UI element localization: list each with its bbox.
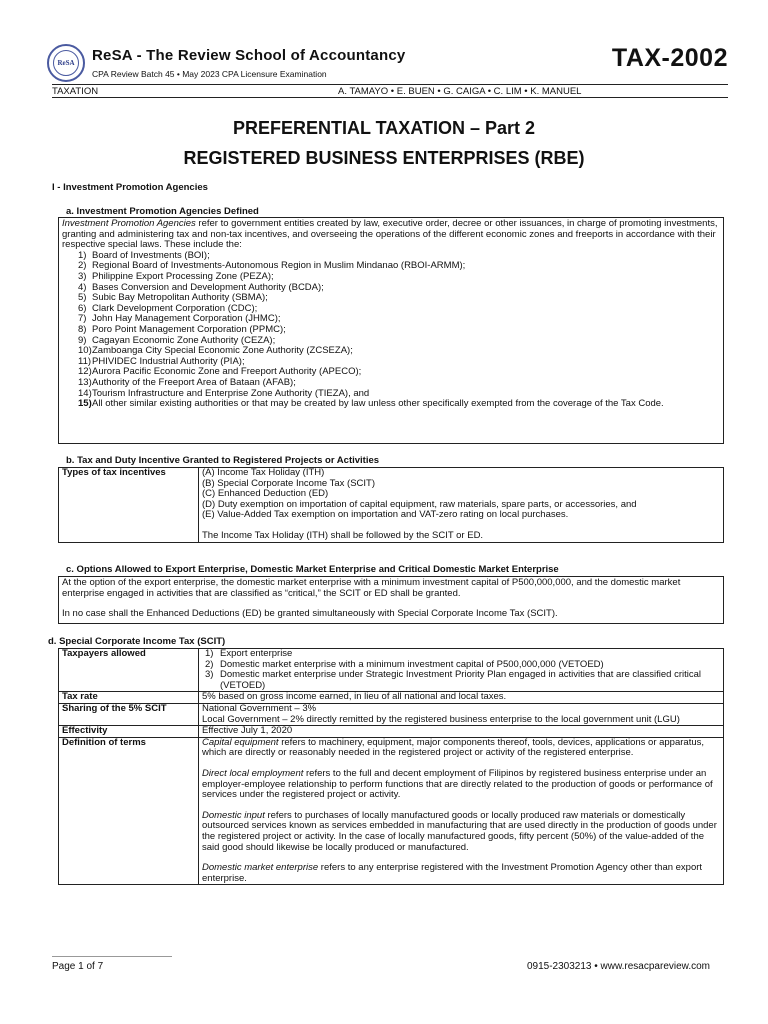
contact-info: 0915-2303213 • www.resacpareview.com bbox=[526, 961, 710, 972]
list-number: 10) bbox=[78, 345, 92, 357]
list-number: 11) bbox=[78, 355, 92, 367]
list-text: Domestic market enterprise with a minimum investment capital of P500,000,000 (VETOED) bbox=[220, 658, 604, 670]
list-number: 3) bbox=[205, 669, 214, 681]
definition-domestic-market-enterprise bbox=[202, 863, 720, 884]
header-rule-top bbox=[52, 84, 728, 85]
definition-text: refers to the full and decent employment of Filipinos by registered business enterprise under an employer-employee relationship to perform functions that are directly related to the production of goods or performance of services under the registered project or activity. bbox=[202, 767, 713, 801]
subject-label: TAXATION bbox=[52, 86, 99, 97]
authors-line: A. TAMAYO • E. BUEN • G. CAIGA • C. LIM • K. MANUEL bbox=[338, 86, 582, 97]
section-i-heading: I - Investment Promotion Agencies bbox=[52, 182, 208, 193]
scit-table bbox=[58, 648, 724, 885]
section-d-heading: d. Special Corporate Income Tax (SCIT) bbox=[48, 636, 226, 647]
list-item bbox=[62, 399, 720, 410]
definition-capital-equipment bbox=[202, 738, 720, 759]
agencies-intro bbox=[62, 219, 720, 251]
list-item: (C) Enhanced Deduction (ED) bbox=[202, 488, 329, 500]
incentive-note: The Income Tax Holiday (ITH) shall be followed by the SCIT or ED. bbox=[202, 529, 484, 541]
incentive-items bbox=[202, 468, 720, 521]
incentives-table bbox=[58, 467, 724, 543]
list-text: PHIVIDEC Industrial Authority (PIA); bbox=[92, 355, 245, 367]
section-b-heading: b. Tax and Duty Incentive Granted to Registered Projects or Activities bbox=[66, 455, 380, 466]
list-number: 9) bbox=[78, 334, 87, 346]
list-text: Domestic market enterprise under Strategic Investment Priority Plan engaged in activities that are classified critical (VETOED) bbox=[220, 669, 702, 691]
incentives-label: Types of tax incentives bbox=[59, 468, 199, 543]
list-text: Bases Conversion and Development Authority (BCDA); bbox=[92, 281, 324, 293]
definition-text: refers to purchases of locally manufactured goods or locally produced raw materials or domestically outsourced services known as services embedded in manufacturing that are used directly in the production of goods under the registered project or activity. In the case of locally manufactured goods, fifty percent (50%) of the value-added of the said good should likewise be locally produced or manufactured. bbox=[202, 809, 717, 853]
taxpayers-label: Taxpayers allowed bbox=[59, 649, 199, 692]
term: Domestic input bbox=[202, 809, 265, 821]
tax-rate-value: 5% based on gross income earned, in lieu of all national and local taxes. bbox=[199, 692, 724, 704]
footer-rule bbox=[52, 956, 172, 957]
options-box bbox=[58, 576, 724, 624]
list-item bbox=[202, 670, 720, 691]
incentives-cell bbox=[199, 468, 724, 543]
tax-rate-label: Tax rate bbox=[59, 692, 199, 704]
definitions-cell bbox=[199, 737, 724, 885]
sharing-label: Sharing of the 5% SCIT bbox=[59, 703, 199, 725]
list-number: 3) bbox=[78, 270, 87, 282]
header-rule-bottom bbox=[52, 97, 728, 98]
resa-logo bbox=[47, 44, 85, 82]
logo-text: ReSA bbox=[53, 50, 79, 76]
list-text: Cagayan Economic Zone Authority (CEZA); bbox=[92, 334, 276, 346]
list-number: 1) bbox=[205, 648, 214, 659]
table-row bbox=[59, 703, 724, 725]
list-item: (D) Duty exemption on importation of capital equipment, raw materials, spare parts, or accessories, and bbox=[202, 498, 637, 510]
section-c-heading: c. Options Allowed to Export Enterprise, Domestic Market Enterprise and Critical Domestic Market Enterprise bbox=[66, 564, 559, 575]
list-number: 15) bbox=[78, 398, 92, 410]
effectivity-label: Effectivity bbox=[59, 726, 199, 738]
definition-text: refers to machinery, equipment, major components thereof, tools, devices, applications or apparatus, which are directly or reasonably needed in the registered project or activity of the registered enterprise. bbox=[202, 736, 705, 759]
agency-list bbox=[62, 251, 720, 410]
term: Direct local employment bbox=[202, 767, 304, 779]
agencies-definition-box bbox=[58, 217, 724, 444]
sharing-national: National Government – 3% bbox=[202, 702, 317, 714]
definition-text: refers to any enterprise registered with the Investment Promotion Agency other than export enterprise. bbox=[202, 862, 703, 884]
definition-direct-local-employment bbox=[202, 769, 720, 801]
list-number: 12) bbox=[78, 366, 92, 378]
list-text: John Hay Management Corporation (JHMC); bbox=[92, 313, 281, 325]
list-item: (A) Income Tax Holiday (ITH) bbox=[202, 467, 325, 478]
table-row bbox=[59, 726, 724, 738]
effectivity-value: Effective July 1, 2020 bbox=[199, 726, 724, 738]
list-number: 2) bbox=[78, 260, 87, 272]
list-text: Subic Bay Metropolitan Authority (SBMA); bbox=[92, 292, 268, 304]
list-text: Tourism Infrastructure and Enterprise Zone Authority (TIEZA), and bbox=[92, 387, 370, 399]
table-row bbox=[59, 692, 724, 704]
sharing-local: Local Government – 2% directly remitted by the registered business enterprise to the local government unit (LGU) bbox=[202, 713, 680, 725]
list-number: 4) bbox=[78, 281, 87, 293]
list-number: 1) bbox=[78, 249, 87, 261]
list-text: Aurora Pacific Economic Zone and Freeport Authority (APECO); bbox=[92, 366, 362, 378]
list-number: 14) bbox=[78, 387, 92, 399]
list-text: Export enterprise bbox=[220, 648, 293, 659]
school-subtitle: CPA Review Batch 45 • May 2023 CPA Licensure Examination bbox=[92, 69, 327, 79]
options-paragraph-2: In no case shall the Enhanced Deductions (ED) be granted simultaneously with Special Corporate Income Tax (SCIT). bbox=[62, 608, 558, 620]
page-number: Page 1 of 7 bbox=[52, 961, 104, 972]
agencies-term: Investment Promotion Agencies bbox=[62, 218, 196, 229]
taxpayers-list bbox=[199, 649, 724, 692]
list-text: Regional Board of Investments-Autonomous Region in Muslim Mindanao (RBOI-ARMM); bbox=[92, 260, 466, 272]
list-number: 5) bbox=[78, 292, 87, 304]
list-number: 6) bbox=[78, 302, 87, 314]
list-number: 2) bbox=[205, 658, 214, 670]
list-number: 13) bbox=[78, 376, 92, 388]
agencies-intro-text: refer to government entities created by law, executive order, decree or other issuances, in charge of promoting investments, granting and administering tax and non-tax incentives, and overseeing the operations of the different economic zones and freeports in accordance with their respective special laws. These include the: bbox=[62, 218, 718, 251]
list-text: Zamboanga City Special Economic Zone Authority (ZCSEZA); bbox=[92, 345, 353, 357]
list-text: Authority of the Freeport Area of Bataan (AFAB); bbox=[92, 376, 296, 388]
term: Domestic market enterprise bbox=[202, 862, 319, 874]
school-name: ReSA - The Review School of Accountancy bbox=[92, 47, 406, 64]
table-row bbox=[59, 737, 724, 885]
list-text: Clark Development Corporation (CDC); bbox=[92, 302, 258, 314]
list-text: Philippine Export Processing Zone (PEZA); bbox=[92, 270, 274, 282]
table-row bbox=[59, 649, 724, 692]
options-paragraph-1: At the option of the export enterprise, the domestic market enterprise with a minimum investment capital of P500,000,000, and the domestic market enterprise engaged in activities that are classified as “critical,” the SCIT or ED shall be granted. bbox=[62, 577, 681, 599]
list-text: All other similar existing authorities or that may be created by law unless other specifically exempted from the coverage of the Tax Code. bbox=[92, 398, 664, 410]
list-text: Board of Investments (BOI); bbox=[92, 249, 210, 261]
list-item: (E) Value-Added Tax exemption on importation and VAT-zero rating on local purchases. bbox=[202, 509, 569, 521]
sharing-cell bbox=[199, 703, 724, 725]
document-code: TAX-2002 bbox=[611, 44, 728, 72]
page-subtitle: REGISTERED BUSINESS ENTERPRISES (RBE) bbox=[183, 148, 585, 168]
term: Capital equipment bbox=[202, 736, 279, 748]
definitions-label: Definition of terms bbox=[59, 737, 199, 885]
list-text: Poro Point Management Corporation (PPMC); bbox=[92, 323, 286, 335]
definition-domestic-input bbox=[202, 811, 720, 853]
list-item: (B) Special Corporate Income Tax (SCIT) bbox=[202, 477, 375, 489]
section-a-heading: a. Investment Promotion Agencies Defined bbox=[66, 206, 259, 217]
list-number: 8) bbox=[78, 323, 87, 335]
page-title: PREFERENTIAL TAXATION – Part 2 bbox=[232, 118, 536, 138]
list-number: 7) bbox=[78, 313, 87, 325]
